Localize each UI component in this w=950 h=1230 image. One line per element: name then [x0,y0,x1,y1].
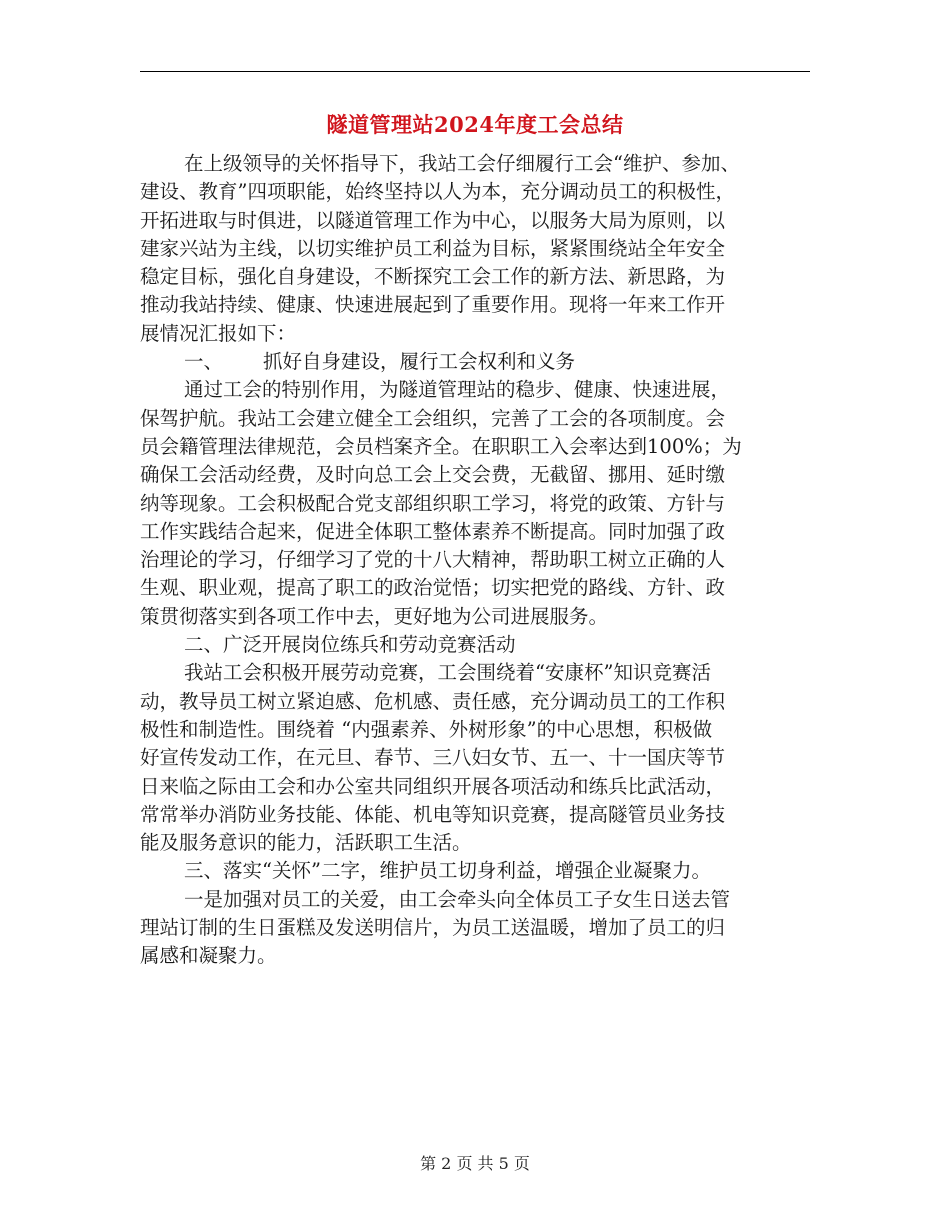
text-line [140,688,810,716]
line-text: 展情况汇报如下： [140,321,297,345]
text-line [140,914,810,942]
line-text: 工作实践结合起来，促进全体职工整体素养不断提高。同时加强了政 [140,519,726,543]
text-line [140,773,810,801]
text-line [140,490,810,518]
line-text: 确保工会活动经费，及时向总工会上交会费，无截留、挪用、延时缴 [140,463,726,487]
text-line [140,207,810,235]
text-line [140,631,810,659]
text-line [140,857,810,885]
text-line [140,518,810,546]
line-text: 能及服务意识的能力，活跃职工生活。 [140,831,472,855]
text-line [140,235,810,263]
line-text: 好宣传发动工作，在元旦、春节、三八妇女节、五一、十一国庆等节 [140,746,726,770]
line-text: 常常举办消防业务技能、体能、机电等知识竞赛，提高隧管员业务技 [140,802,726,826]
text-line [140,546,810,574]
text-line [140,263,810,291]
line-text: 纳等现象。工会积极配合党支部组织职工学习，将党的政策、方针与 [140,491,726,515]
text-line [140,178,810,206]
line-text: 二、广泛开展岗位练兵和劳动竞赛活动 [184,633,516,657]
line-text: 稳定目标，强化自身建设，不断探究工会工作的新方法、新思路，为 [140,265,726,289]
line-text: 推动我站持续、健康、快速进展起到了重要作用。现将一年来工作开 [140,293,726,317]
line-text: 日来临之际由工会和办公室共同组织开展各项活动和练兵比武活动， [140,774,726,798]
line-text: 员会籍管理法律规范，会员档案齐全。在职职工入会率达到100%；为 [140,434,742,458]
document-title: 隧道管理站2024年度工会总结 [326,112,624,137]
section-number: 一、 [184,350,224,374]
line-text: 治理论的学习，仔细学习了党的十八大精神，帮助职工树立正确的人 [140,548,726,572]
text-line [140,150,810,178]
line-text: 开拓进取与时俱进，以隧道管理工作为中心，以服务大局为原则，以 [140,208,726,232]
line-text: 抓好自身建设，履行工会权利和义务 [263,350,576,374]
line-text: 策贯彻落实到各项工作中去，更好地为公司进展服务。 [140,604,609,628]
line-text: 我站工会积极开展劳动竞赛，工会围绕着“安康杯”知识竞赛活 [184,661,711,685]
line-text: 一是加强对员工的关爱，由工会牵头向全体员工子女生日送去管 [184,887,731,911]
line-text: 生观、职业观，提高了职工的政治觉悟；切实把党的路线、方针、政 [140,576,726,600]
text-line [140,291,810,319]
line-text: 极性和制造性。围绕着 “内强素养、外树形象”的中心思想，积极做 [140,717,713,741]
text-line [140,716,810,744]
text-line [140,461,810,489]
header-rule [140,71,810,72]
text-line [140,405,810,433]
text-line [140,603,810,631]
line-text: 理站订制的生日蛋糕及发送明信片，为员工送温暖，增加了员工的归 [140,916,726,940]
line-text: 动，教导员工树立紧迫感、危机感、责任感，充分调动员工的工作积 [140,689,726,713]
line-text: 保驾护航。我站工会建立健全工会组织，完善了工会的各项制度。会 [140,406,726,430]
text-line [140,942,810,970]
line-text: 三、落实“关怀”二字，维护员工切身利益，增强企业凝聚力。 [184,859,711,883]
text-line [140,801,810,829]
text-line [140,433,810,461]
text-line [140,744,810,772]
line-text: 建家兴站为主线，以切实维护员工利益为目标，紧紧围绕站全年安全 [140,236,726,260]
text-line [140,829,810,857]
text-line [140,348,810,376]
text-line [140,320,810,348]
line-text: 建设、教育”四项职能，始终坚持以人为本，充分调动员工的积极性， [140,180,735,204]
document-body [140,150,810,971]
line-text: 通过工会的特别作用，为隧道管理站的稳步、健康、快速进展， [184,378,731,402]
text-line [140,574,810,602]
page-number: 第 2 页 共 5 页 [420,1154,530,1173]
line-text: 属感和凝聚力。 [140,944,277,968]
line-text: 在上级领导的关怀指导下，我站工会仔细履行工会“维护、参加、 [184,152,740,175]
text-line [140,376,810,404]
text-line [140,886,810,914]
text-line [140,659,810,687]
